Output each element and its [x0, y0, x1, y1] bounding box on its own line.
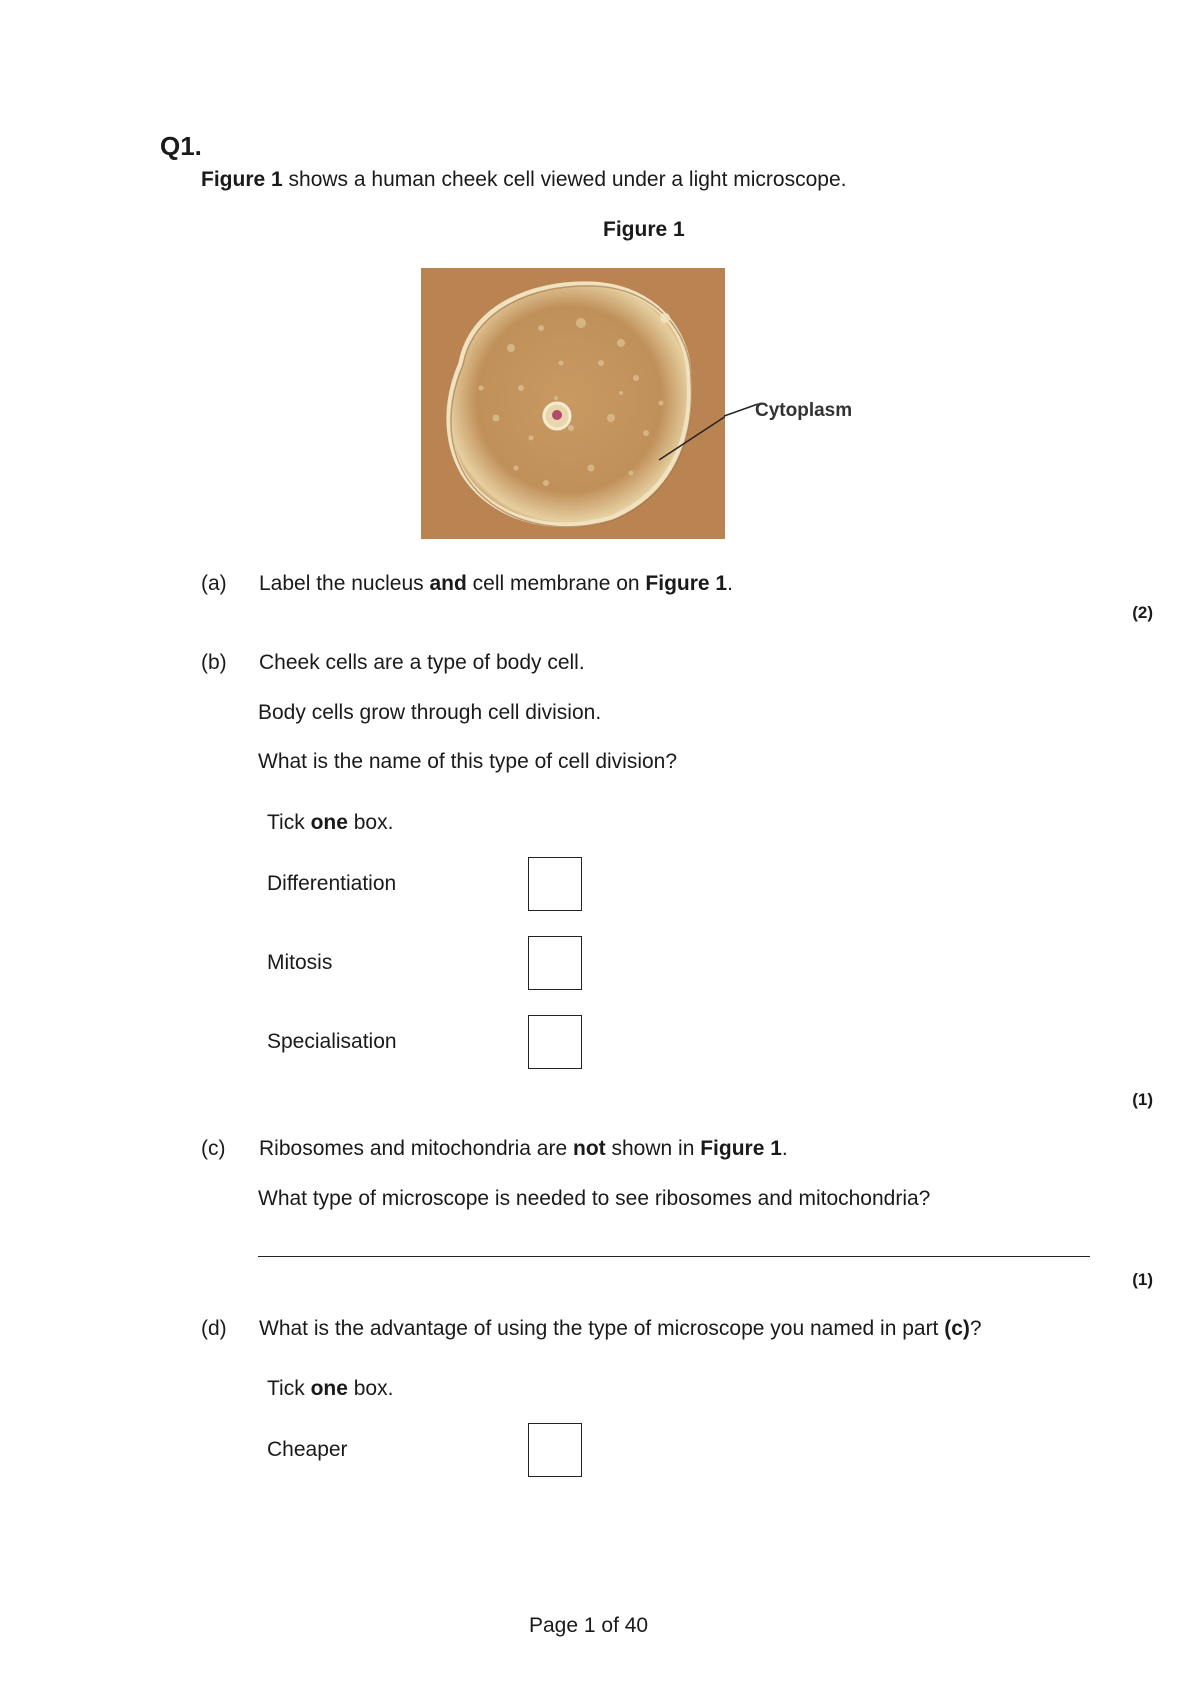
option-specialisation-label: Specialisation	[267, 1030, 397, 1053]
part-c-text-1: Ribosomes and mitochondria are	[259, 1137, 573, 1160]
part-a-text-3: cell membrane on	[466, 572, 646, 595]
part-b-label: (b)	[201, 651, 227, 674]
cell-membrane-shape	[449, 284, 690, 525]
part-c-text-5: .	[781, 1137, 788, 1160]
part-a-text-1: Label the nucleus	[259, 572, 430, 595]
option-specialisation-checkbox[interactable]	[528, 1015, 582, 1069]
question-number: Q1.	[160, 131, 202, 161]
figure-title: Figure 1	[603, 218, 685, 241]
nucleolus-shape	[552, 410, 562, 420]
option-mitosis-checkbox[interactable]	[528, 936, 582, 990]
part-b-line-2: Body cells grow through cell division.	[258, 701, 602, 724]
part-d-part-ref: (c)	[944, 1317, 970, 1340]
part-c-text-3: shown in	[605, 1137, 701, 1160]
tick-pre-d: Tick	[267, 1377, 311, 1400]
part-a-emphasis-and: and	[429, 572, 467, 595]
part-c-emphasis-not: not	[573, 1137, 606, 1160]
part-c-line-2: What type of microscope is needed to see ribosomes and mitochondria?	[258, 1187, 931, 1210]
debris-particle	[660, 313, 670, 323]
option-cheaper-checkbox[interactable]	[528, 1423, 582, 1477]
part-c-label: (c)	[201, 1137, 226, 1160]
part-d-tick-instruction	[267, 1377, 393, 1401]
tick-one-d: one	[310, 1377, 348, 1400]
part-a-text-5: .	[727, 572, 733, 595]
option-cheaper-label: Cheaper	[267, 1438, 348, 1461]
part-a-figure-ref: Figure 1	[645, 572, 728, 595]
tick-post-d: box.	[347, 1377, 394, 1400]
part-c-answer-line[interactable]	[258, 1256, 1090, 1257]
part-d-text-1: What is the advantage of using the type of microscope you named in part	[259, 1317, 945, 1340]
part-b-line-1: Cheek cells are a type of body cell.	[259, 651, 585, 674]
option-differentiation-checkbox[interactable]	[528, 857, 582, 911]
part-c-line-1	[259, 1137, 788, 1161]
part-a-marks: (2)	[1132, 603, 1153, 622]
part-b-line-3: What is the name of this type of cell division?	[258, 750, 678, 773]
tick-post: box.	[347, 811, 394, 834]
tick-pre: Tick	[267, 811, 311, 834]
cheek-cell-micrograph	[421, 268, 725, 539]
part-b-marks: (1)	[1132, 1090, 1153, 1109]
option-mitosis-label: Mitosis	[267, 951, 333, 974]
part-c-marks: (1)	[1132, 1270, 1153, 1289]
part-b-tick-instruction	[267, 811, 393, 835]
part-a-label: (a)	[201, 572, 227, 595]
cytoplasm-label: Cytoplasm	[755, 400, 853, 421]
part-c-figure-ref: Figure 1	[700, 1137, 782, 1160]
intro-figure-ref: Figure 1	[201, 168, 283, 191]
part-d-text-3: ?	[969, 1317, 982, 1340]
option-differentiation-label: Differentiation	[267, 872, 397, 895]
part-a-text	[259, 572, 733, 596]
tick-one: one	[310, 811, 348, 834]
page-number: Page 1 of 40	[529, 1614, 649, 1637]
part-d-line-1	[259, 1317, 982, 1341]
intro-text: shows a human cheek cell viewed under a light microscope.	[282, 168, 847, 191]
part-d-label: (d)	[201, 1317, 227, 1340]
question-intro	[201, 168, 846, 192]
